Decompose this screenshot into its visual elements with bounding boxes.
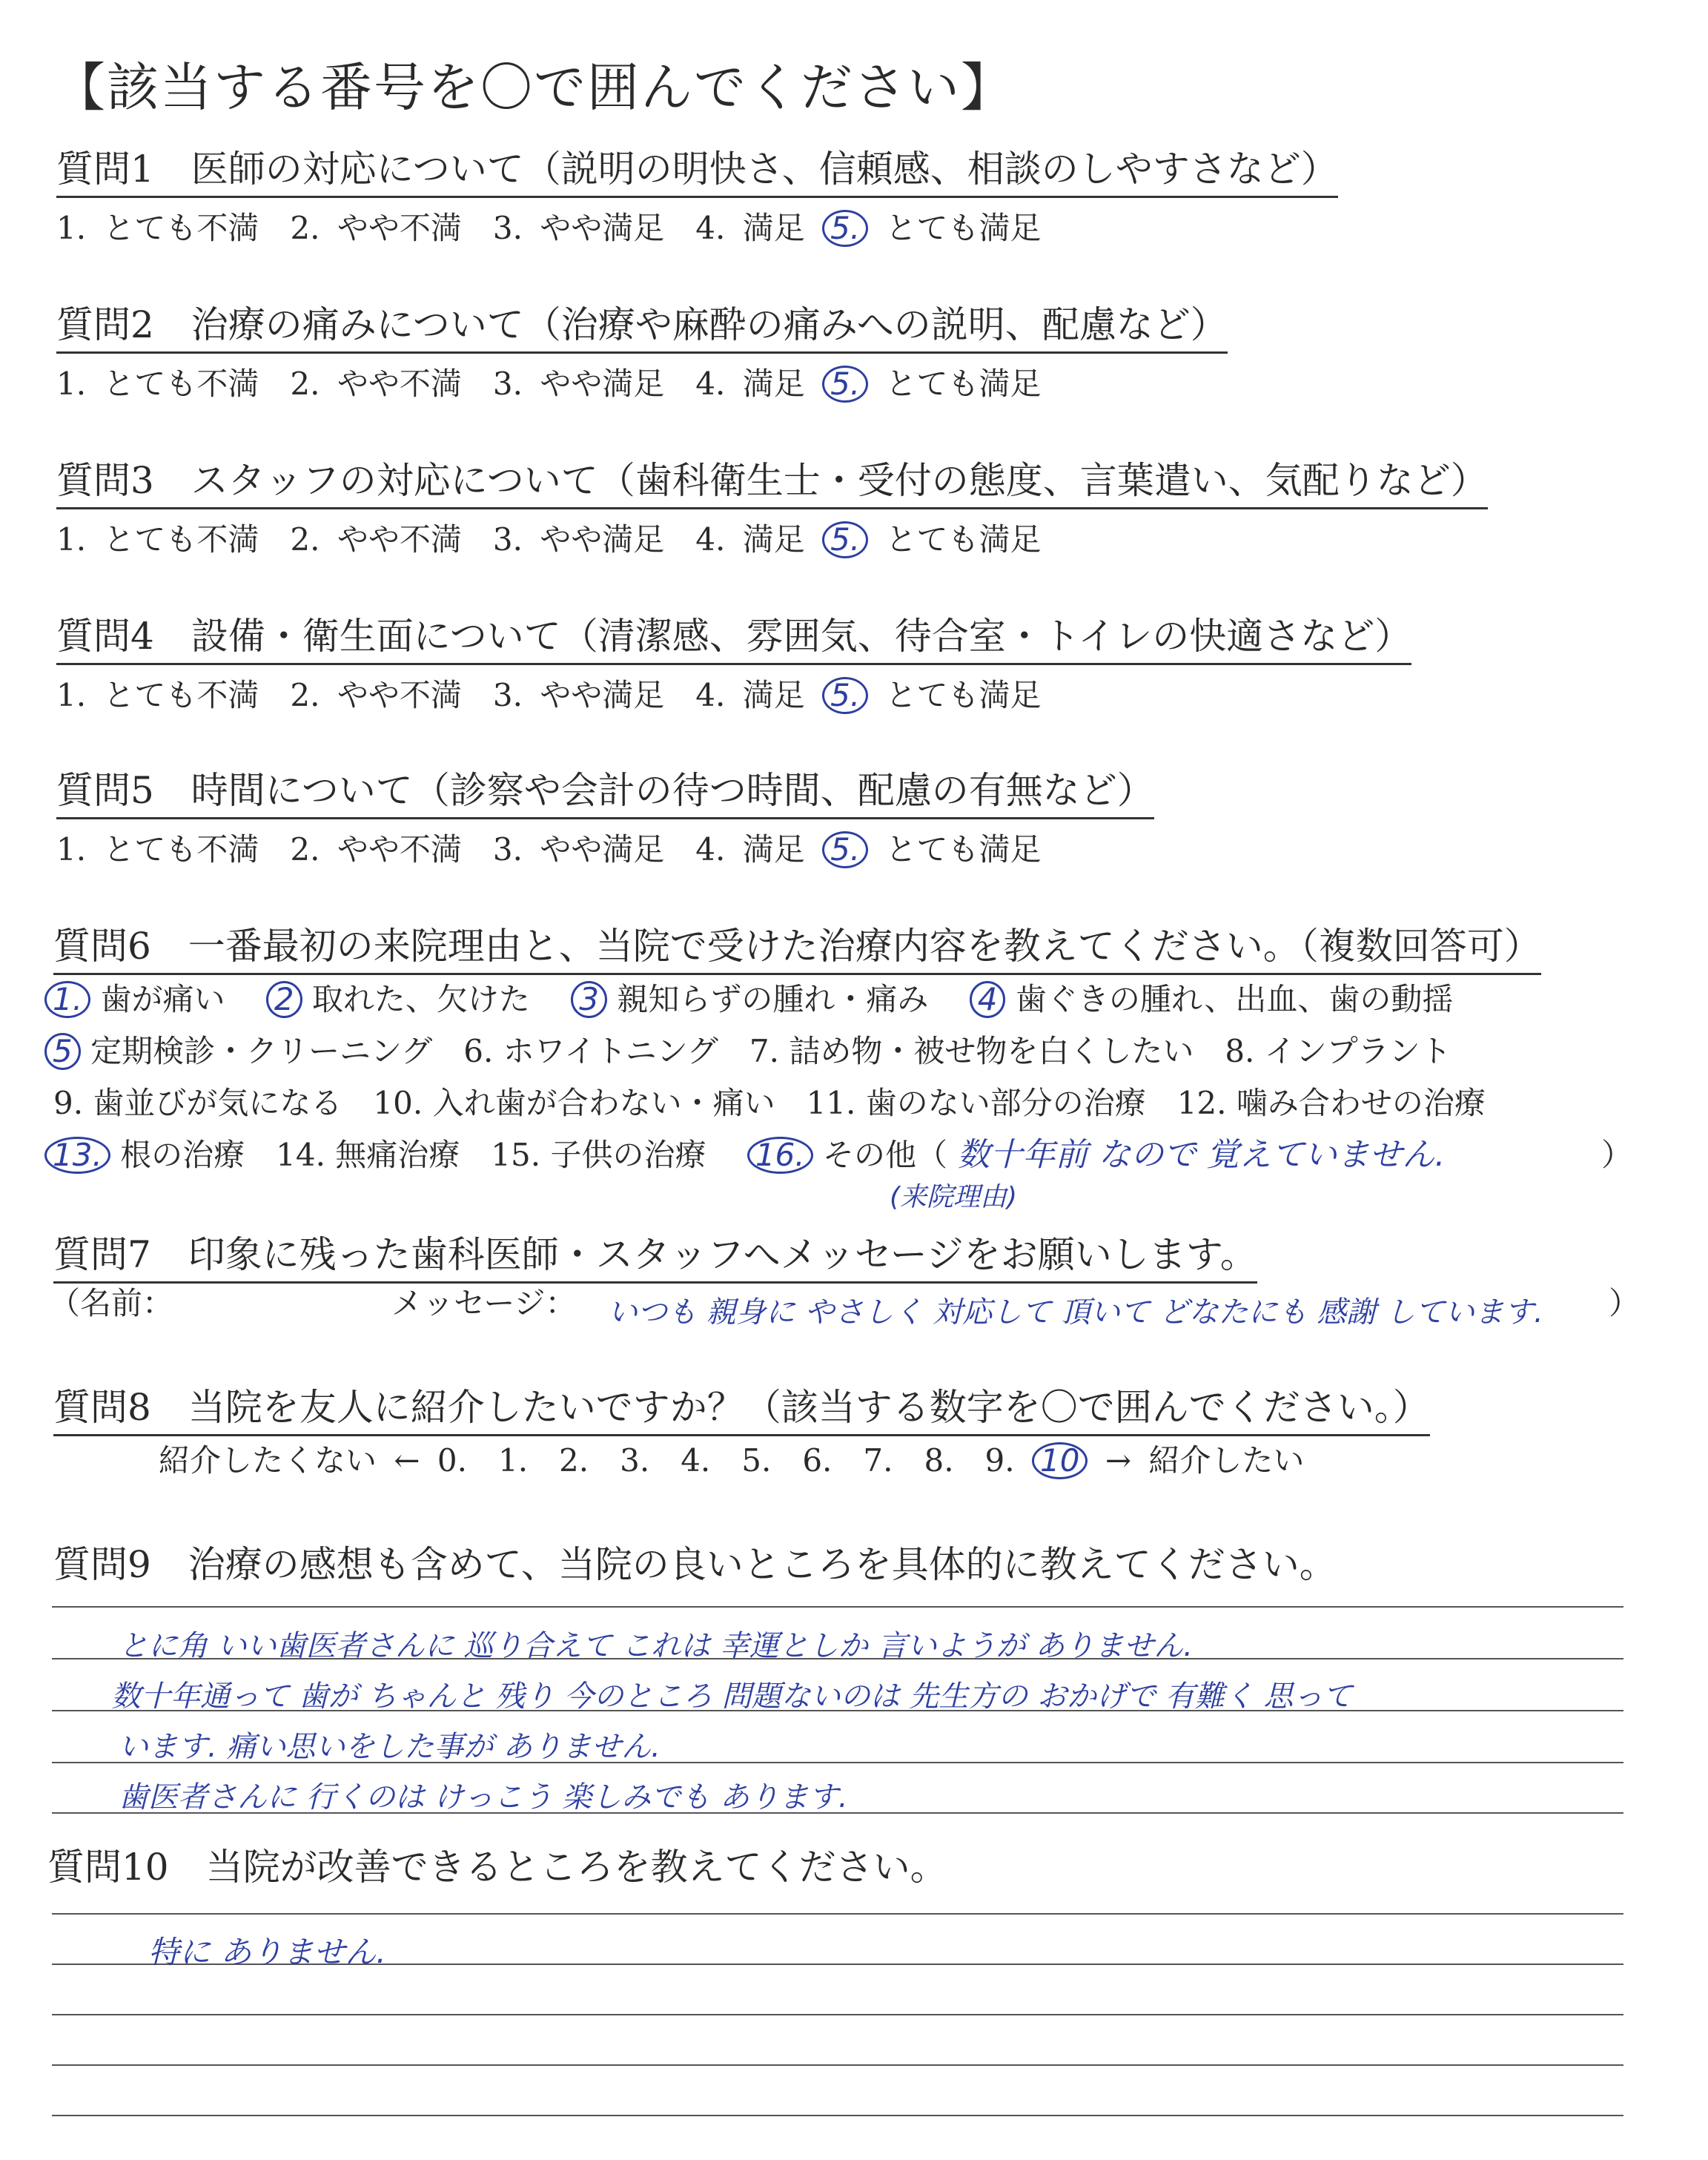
q8-left-label: 紹介したくない ← — [159, 1442, 420, 1479]
q6-other-note: (来院理由) — [890, 1182, 1018, 1212]
q9-answer-line-1: とに角 いい歯医者さんに 巡り合えて これは 幸運としか 言いようが ありません. — [119, 1629, 1194, 1663]
question-5-selected[interactable]: 5. — [822, 831, 868, 868]
question-6-row-4: 13. 根の治療 14. 無痛治療 15. 子供の治療 16. その他（ 数十年前 なので 覚えていません. — [44, 1135, 1445, 1176]
q6-option-5-selected[interactable]: 5 — [44, 1033, 81, 1070]
question-2-options: 1. とても不満 2. やや不満 3. やや満足 4. 満足 5. とても満足 — [56, 366, 1042, 402]
question-1-label: 質問1 医師の対応について（説明の明快さ、信頼感、相談のしやすさなど） — [56, 145, 1338, 198]
question-4-selected[interactable]: 5. — [822, 677, 868, 714]
q6-close-paren: ） — [1601, 1137, 1633, 1173]
q7-close-paren: ） — [1609, 1285, 1641, 1321]
q9-rule-1 — [52, 1606, 1623, 1608]
question-1-options: 1. とても不満 2. やや不満 3. やや満足 4. 満足 5. とても満足 — [56, 210, 1042, 246]
q7-name-label: （名前： — [49, 1285, 174, 1321]
q6-option-4-selected[interactable]: 4 — [970, 981, 1006, 1018]
question-8-label: 質問8 当院を友人に紹介したいですか？（該当する数字を〇で囲んでください。） — [53, 1384, 1430, 1436]
question-10-label: 質問10 当院が改善できるところを教えてください。 — [47, 1846, 947, 1889]
question-2-label: 質問2 治療の痛みについて（治療や麻酔の痛みへの説明、配慮など） — [56, 301, 1228, 354]
question-6-row-2: 5 定期検診・クリーニング 6. ホワイトニング 7. 詰め物・被せ物を白くしたい 8. インプラント — [44, 1031, 1452, 1072]
q9-answer-line-3: います. 痛い思いをした事が ありません. — [119, 1730, 661, 1764]
question-2-selected[interactable]: 5. — [822, 366, 868, 403]
q10-rule-3 — [52, 2014, 1623, 2015]
q6-other-answer: 数十年前 なので 覚えていません. — [957, 1136, 1446, 1174]
question-4-options: 1. とても不満 2. やや不満 3. やや満足 4. 満足 5. とても満足 — [56, 677, 1042, 713]
q6-option-3-selected[interactable]: 3 — [571, 981, 607, 1018]
q10-rule-5 — [52, 2115, 1623, 2116]
question-5-label: 質問5 時間について（診察や会計の待つ時間、配慮の有無など） — [56, 767, 1154, 819]
question-3-label: 質問3 スタッフの対応について（歯科衛生士・受付の態度、言葉遣い、気配りなど） — [56, 457, 1488, 509]
question-1-selected[interactable]: 5. — [822, 210, 868, 247]
question-4-label: 質問4 設備・衛生面について（清潔感、雰囲気、待合室・トイレの快適さなど） — [56, 612, 1411, 665]
q7-message-label: メッセージ： — [391, 1285, 577, 1321]
q6-option-2-selected[interactable]: 2 — [266, 981, 302, 1018]
q10-answer: 特に ありません. — [148, 1934, 386, 1970]
question-6-label: 質問6 一番最初の来院理由と、当院で受けた治療内容を教えてください。（複数回答可） — [53, 922, 1541, 975]
question-5-options: 1. とても不満 2. やや不満 3. やや満足 4. 満足 5. とても満足 — [56, 831, 1042, 868]
q10-rule-1 — [52, 1913, 1623, 1915]
q7-message: いつも 親身に やさしく 対応して 頂いて どなたにも 感謝 しています. — [608, 1295, 1543, 1330]
q10-rule-4 — [52, 2064, 1623, 2066]
question-3-options: 1. とても不満 2. やや不満 3. やや満足 4. 満足 5. とても満足 — [56, 521, 1042, 558]
q8-right-label: → 紹介したい — [1105, 1442, 1305, 1479]
q8-scale-numbers: 0. 1. 2. 3. 4. 5. 6. 7. 8. 9. — [437, 1442, 1015, 1479]
q9-answer-line-4: 歯医者さんに 行くのは けっこう 楽しみでも あります. — [119, 1780, 848, 1814]
q9-answer-line-2: 数十年通って 歯が ちゃんと 残り 今のところ 問題ないのは 先生方の おかげで 有難く 思って — [111, 1680, 1353, 1714]
question-7-label: 質問7 印象に残った歯科医師・スタッフへメッセージをお願いします。 — [53, 1231, 1257, 1284]
q6-option-16-selected[interactable]: 16. — [747, 1137, 813, 1174]
question-6-row-3: 9. 歯並びが気になる 10. 入れ歯が合わない・痛い 11. 歯のない部分の治療 12. 噛み合わせの治療 — [53, 1085, 1486, 1121]
q6-option-1-selected[interactable]: 1. — [44, 981, 90, 1018]
question-3-selected[interactable]: 5. — [822, 521, 868, 558]
q6-option-13-selected[interactable]: 13. — [44, 1137, 110, 1174]
q8-scale — [159, 1440, 1304, 1482]
question-6-row-1: 1. 歯が痛い 2 取れた、欠けた 3 親知らずの腫れ・痛み 4 歯ぐきの腫れ、出血、歯の動揺 — [44, 979, 1453, 1020]
question-9-label: 質問9 治療の感想も含めて、当院の良いところを具体的に教えてください。 — [53, 1543, 1337, 1586]
page-title: 【該当する番号を〇で囲んでください】 — [53, 57, 1014, 118]
q8-selected[interactable]: 10 — [1032, 1442, 1088, 1479]
